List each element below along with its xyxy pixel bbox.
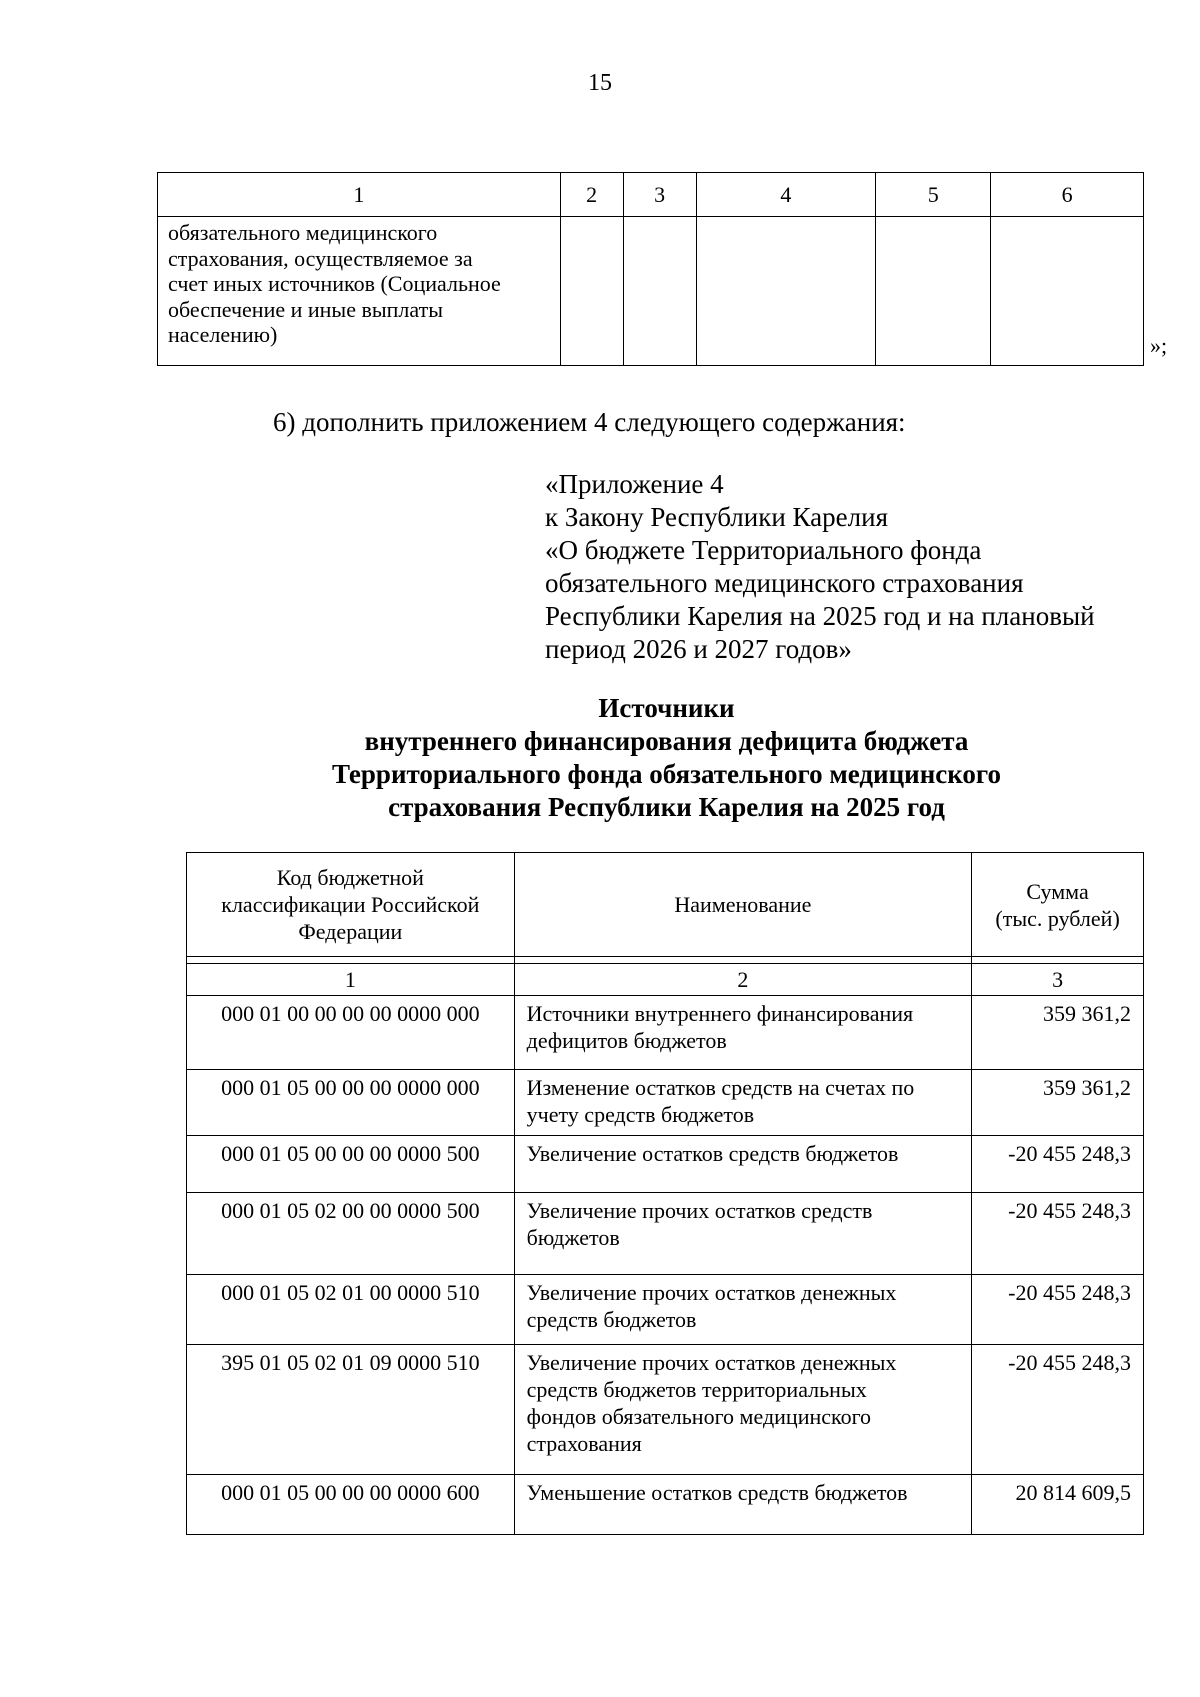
row-amount: -20 455 248,3 [972, 1345, 1144, 1475]
table-row [187, 1275, 1144, 1345]
continuation-row [158, 217, 1144, 366]
closing-quote: »; [1150, 333, 1168, 358]
instruction-paragraph: 6) дополнить приложением 4 следующего содержания: [273, 407, 906, 437]
name-line: средств бюджетов [526, 1307, 697, 1332]
column-number: 1 [187, 964, 515, 996]
text-line: обязательного медицинского [168, 220, 438, 245]
name-line: бюджетов [526, 1225, 620, 1250]
row-name [514, 996, 972, 1070]
name-line: Уменьшение остатков средств бюджетов [526, 1480, 908, 1505]
text-line: населению) [168, 322, 278, 347]
empty-cell [991, 217, 1144, 366]
document-title [0, 692, 1200, 824]
empty-cell [876, 217, 991, 366]
name-line: Изменение остатков средств на счетах по [526, 1075, 915, 1100]
budget-code: 000 01 05 00 00 00 0000 600 [187, 1475, 515, 1535]
continuation-col-number: 3 [623, 173, 696, 217]
continuation-col-number: 5 [876, 173, 991, 217]
table-row [187, 1475, 1144, 1535]
header-line: классификации Российской [221, 892, 480, 917]
name-line: Увеличение прочих остатков средств [526, 1198, 873, 1223]
name-line: средств бюджетов территориальных [526, 1377, 867, 1402]
table-row [187, 1136, 1144, 1193]
budget-code: 000 01 05 02 00 00 0000 500 [187, 1193, 515, 1275]
column-number-row [187, 964, 1144, 996]
text-line: счет иных источников (Социальное [168, 271, 501, 296]
header-gap [187, 957, 1144, 964]
column-number: 3 [972, 964, 1144, 996]
row-name [514, 1136, 972, 1193]
continuation-col-number: 2 [560, 173, 623, 217]
sources-table [186, 852, 1144, 1535]
budget-code: 000 01 05 00 00 00 0000 500 [187, 1136, 515, 1193]
appendix-header [545, 468, 1145, 666]
continuation-col-number: 4 [696, 173, 876, 217]
row-name [514, 1193, 972, 1275]
page-number: 15 [588, 70, 612, 96]
name-line: дефицитов бюджетов [526, 1028, 727, 1053]
header-line: Сумма [1026, 878, 1089, 904]
row-name [514, 1345, 972, 1475]
continuation-row-name [158, 217, 561, 366]
header-line: Код бюджетной [276, 865, 424, 890]
continuation-col-number: 1 [158, 173, 561, 217]
column-number: 2 [514, 964, 972, 996]
row-name [514, 1070, 972, 1136]
name-line: учету средств бюджетов [526, 1102, 755, 1127]
appendix-line: Республики Карелия на 2025 год и на плановый [545, 601, 1095, 631]
row-name [514, 1275, 972, 1345]
appendix-line: период 2026 и 2027 годов» [545, 634, 852, 664]
table-row [187, 996, 1144, 1070]
name-line: фондов обязательного медицинского [526, 1404, 872, 1429]
row-amount: 359 361,2 [972, 996, 1144, 1070]
text-line: страхования, осуществляемое за [168, 245, 473, 271]
table-row [187, 1070, 1144, 1136]
name-line: Источники внутреннего финансирования [526, 1001, 914, 1026]
header-line: (тыс. рублей) [995, 905, 1120, 931]
empty-cell [560, 217, 623, 366]
appendix-line: «Приложение 4 [545, 469, 724, 499]
continuation-table [157, 172, 1144, 366]
header-amount [972, 853, 1144, 957]
budget-code: 000 01 05 02 01 00 0000 510 [187, 1275, 515, 1345]
title-line: Территориального фонда обязательного медицинского [331, 759, 1002, 789]
appendix-line: к Закону Республики Карелия [545, 502, 888, 532]
table-row [187, 1345, 1144, 1475]
name-line: Увеличение прочих остатков денежных [526, 1350, 897, 1375]
budget-code: 000 01 05 00 00 00 0000 000 [187, 1070, 515, 1136]
empty-cell [696, 217, 876, 366]
appendix-line: обязательного медицинского страхования [545, 568, 1024, 598]
row-name [514, 1475, 972, 1535]
empty-cell [623, 217, 696, 366]
continuation-header-row [158, 173, 1144, 217]
header-line: Наименование [674, 892, 812, 917]
text-line: обеспечение и иные выплаты [168, 296, 443, 322]
table-row [187, 1193, 1144, 1275]
header-code [187, 853, 515, 957]
row-amount: 359 361,2 [972, 1070, 1144, 1136]
continuation-col-number: 6 [991, 173, 1144, 217]
title-line: Источники [598, 693, 735, 723]
budget-code: 000 01 00 00 00 00 0000 000 [187, 996, 515, 1070]
appendix-line: «О бюджете Территориального фонда [545, 535, 982, 565]
name-line: Увеличение остатков средств бюджетов [526, 1141, 899, 1166]
name-line: Увеличение прочих остатков денежных [526, 1280, 897, 1305]
row-amount: -20 455 248,3 [972, 1275, 1144, 1345]
header-name [514, 853, 972, 957]
row-amount: -20 455 248,3 [972, 1136, 1144, 1193]
budget-code: 395 01 05 02 01 09 0000 510 [187, 1345, 515, 1475]
header-line: Федерации [298, 919, 403, 944]
row-amount: 20 814 609,5 [972, 1475, 1144, 1535]
title-line: страхования Республики Карелия на 2025 год [388, 792, 945, 822]
row-amount: -20 455 248,3 [972, 1193, 1144, 1275]
name-line: страхования [526, 1431, 642, 1456]
title-line: внутреннего финансирования дефицита бюджета [364, 726, 969, 756]
header-row [187, 853, 1144, 957]
